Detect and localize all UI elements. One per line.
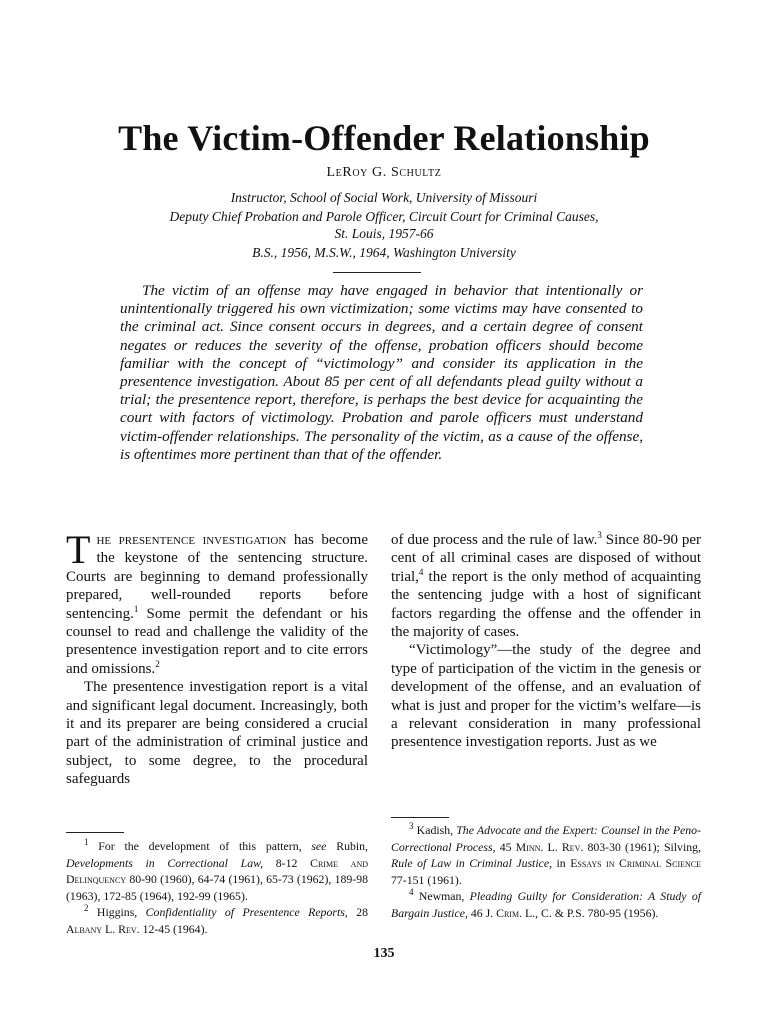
footnote-1: $^1$ For the development of this pattern, see Rubin, Developments in Correctional Law, 8-12 Crime and Delinquency 80-90 (1960), 64-74 (1961), 65-73 (1962), 189-98 (1963), 172-85 (1964), 192-99 (1965). bbox=[66, 837, 369, 903]
body-column-right bbox=[391, 531, 701, 752]
footnote-ref-4: 4 bbox=[418, 566, 424, 577]
paragraph-1: The presentence investigation has become the keystone of the sentencing structure. Courts are beginning to demand professionally prepared, well-rounded reports before sentencing.$^1$ Some permit the defendant or his counsel to read and challenge the validity of the presentence investigation report and to cite errors and omissions.$^2$ bbox=[66, 527, 368, 677]
abstract: The victim of an offense may have engaged in behavior that intentionally or unintentionally triggered his own victimization; some victims may have consented to the criminal act. Since consent occurs in degrees, and a certain degree of consent negates or reduces the severity of the offense, probation officers should become familiar with the concept of “victimology” and consider its application in the presentence investigation. About 85 per cent of all defendants plead guilty without a trial; the presentence report, therefore, is perhaps the best device for acquainting the court with factors of victimology. Probation and parole officers must understand victim-offender relationships. The personality of the victim, as a cause of the offense, is oftentimes more pertinent than that of the offender. bbox=[120, 282, 643, 463]
footnote-ref-2: 2 bbox=[155, 658, 160, 669]
paragraph-4: “Victimology”—the study of the degree and type of participation of the victim in the genesis or development of the offense, and an evaluation of what is just and proper for the victim’s welfare—is a relevant consideration in many professional presentence investigation reports. Just as we bbox=[391, 642, 701, 751]
footnote-3: $^3$ Kadish, The Advocate and the Expert: Counsel in the Peno-Correctional Process, 45 Minn. L. Rev. 803-30 (1961); Silving, Rule of Law in Criminal Justice, in Essays in Criminal Science 77-151 (1961). bbox=[391, 821, 702, 887]
footnotes-right bbox=[391, 822, 701, 922]
author-name: LeRoy G. Schultz bbox=[326, 165, 442, 180]
affiliation-line-2: Deputy Chief Probation and Parole Officer, Circuit Court for Criminal Causes, bbox=[169, 209, 599, 224]
footnote-divider-left bbox=[66, 832, 124, 833]
footnote-ref-1: 1 bbox=[133, 603, 139, 614]
paragraph-3: of due process and the rule of law.$^3$ Since 80-90 per cent of all criminal cases are disposed of without trial,$^4$ the report is the only method of acquainting the sentencing judge with a host of significant factors regarding the offense and the offender in the majority of cases. bbox=[391, 530, 701, 641]
page-number: 135 bbox=[373, 946, 395, 961]
article-title: The Victim-Offender Relationship bbox=[118, 118, 650, 158]
footnote-ref-3: 3 bbox=[597, 530, 602, 540]
paragraph-2: The presentence investigation report is a vital and significant legal document. Increasingly, both it and its preparer are being considered a crucial part of the administration of criminal justice and subject, to some degree, to the procedural safeguards bbox=[66, 679, 368, 788]
footnote-divider-right bbox=[391, 817, 449, 818]
title-divider bbox=[333, 272, 421, 273]
footnote-2: $^2$ Higgins, Confidentiality of Presentence Reports, 28 Albany L. Rev. 12-45 (1964). bbox=[66, 903, 368, 936]
body-column-left bbox=[66, 527, 368, 789]
footnote-4: $^4$ Newman, Pleading Guilty for Consideration: A Study of Bargain Justice, 46 J. Crim. L., C. & P.S. 780-95 (1956). bbox=[391, 887, 701, 920]
affiliation-line-4: B.S., 1956, M.S.W., 1964, Washington University bbox=[252, 245, 516, 260]
footnotes-left bbox=[66, 838, 368, 938]
affiliation-line-3: St. Louis, 1957-66 bbox=[334, 226, 434, 241]
affiliation-line-1: Instructor, School of Social Work, University of Missouri bbox=[230, 190, 538, 205]
drop-cap: T bbox=[66, 527, 91, 572]
